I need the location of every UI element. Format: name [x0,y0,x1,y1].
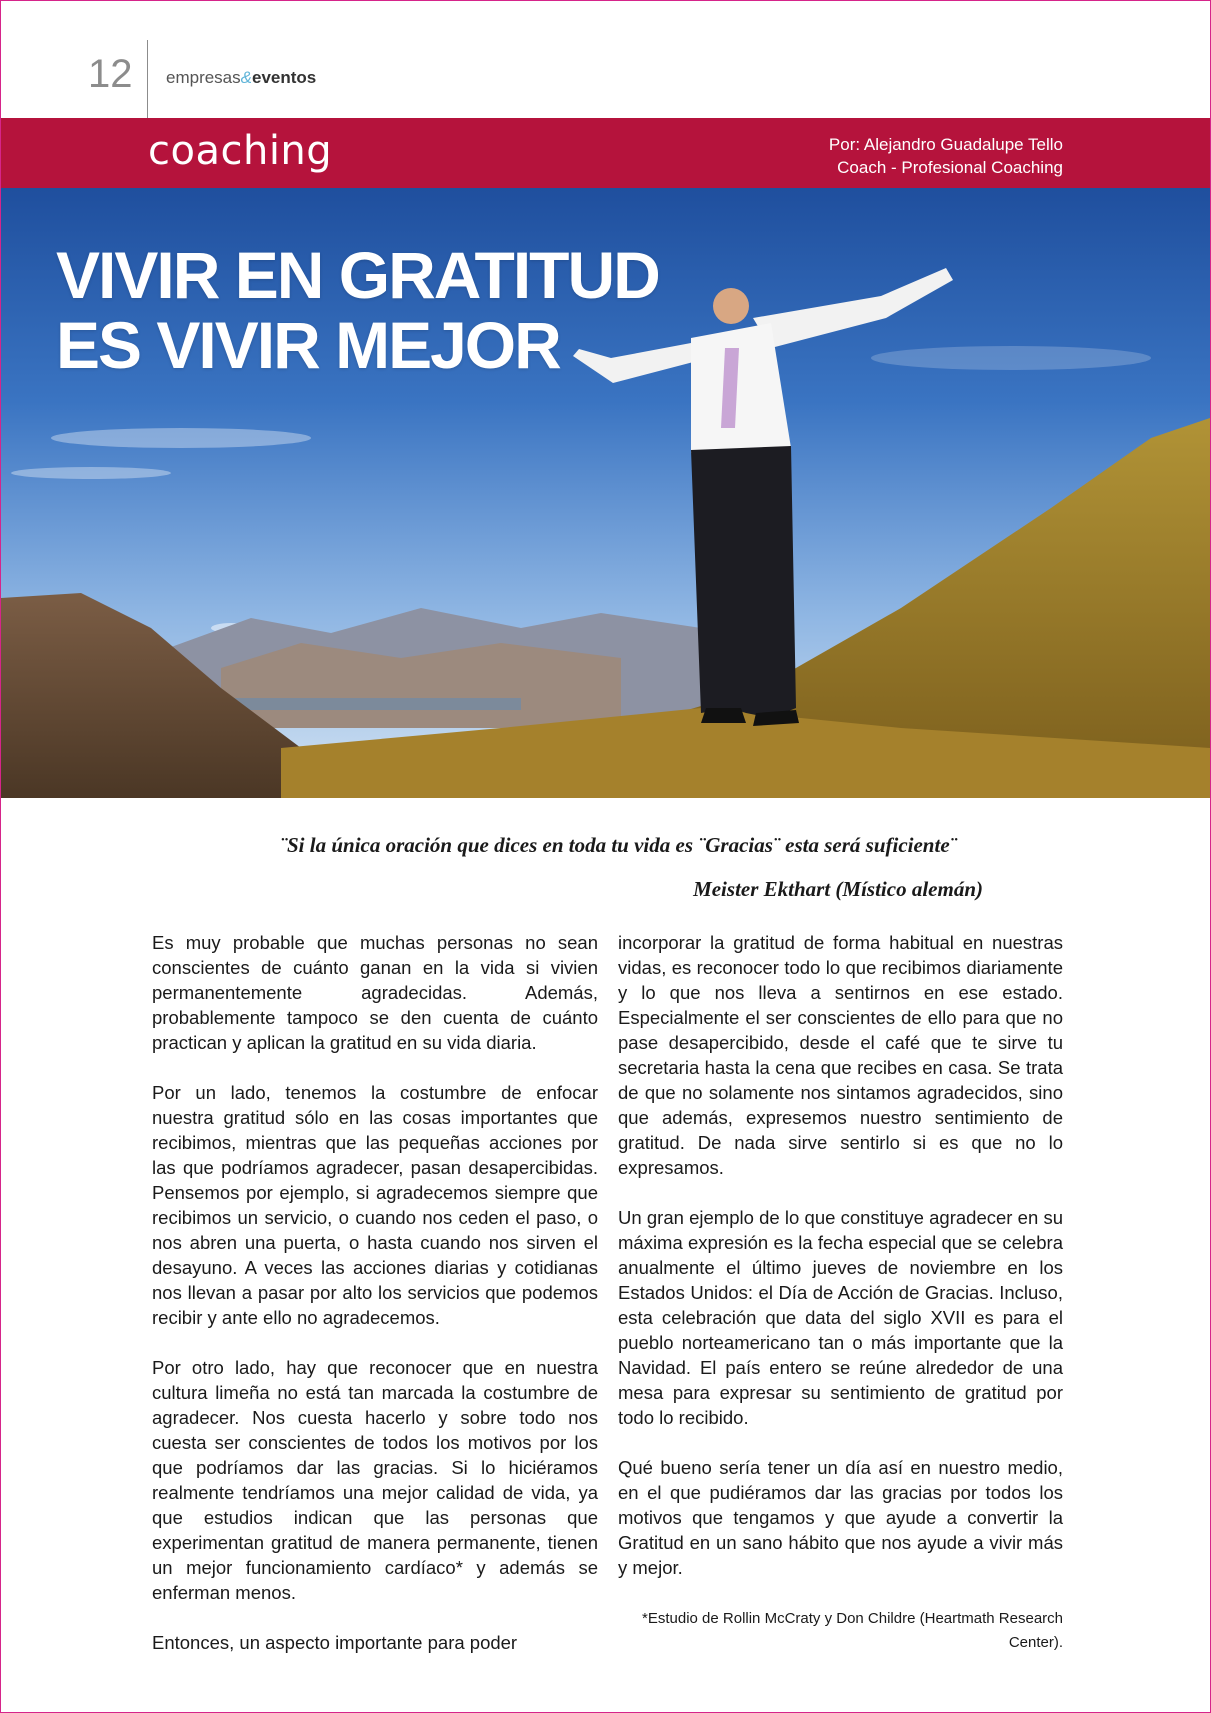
section-name: coaching [148,128,333,174]
paragraph: Por otro lado, hay que reconocer que en nuestra cultura limeña no está tan marcada la costumbre de agradecer. Nos cuesta hacerlo y sobre todo nos cuesta ser conscientes de todos los motivos por los que podríamos dar las gracias. Si lo hiciéramos realmente tendríamos una mejor calidad de vida, ya que estudios indican que las personas que experimentan gratitud de manera permanente, tienen un mejor funcionamiento cardíaco* y además se enferman menos. [152,1357,598,1603]
brand-part2: eventos [251,68,317,87]
article-title-line2: ES VIVIR MEJOR [56,308,560,382]
byline-author: Por: Alejandro Guadalupe Tello [828,135,1063,154]
epigraph-quote: ¨Si la única oración que dices en toda tu vida es ¨Gracias¨ esta será suficiente¨ [280,833,957,857]
paragraph: Por un lado, tenemos la costumbre de enfocar nuestra gratitud sólo en las cosas importantes que recibimos, mientras que las pequeñas acciones por las que podríamos agradecer, pasan desapercibidas. Pensemos por ejemplo, si agradecemos siempre que recibimos un servicio, o cuando nos ceden el paso, o nos abren una puerta, o hasta cuando nos sirven el desayuno. A veces las acciones diarias y cotidianas nos llevan a pasar por alto los servicios que podemos recibir y ante ello no agradecemos. [152,1082,598,1328]
footnote [623,1607,1063,1655]
article-title-line1: VIVIR EN GRATITUD [56,238,659,312]
body-column-right [618,930,1063,1605]
paragraph: incorporar la gratitud de forma habitual en nuestras vidas, es reconocer todo lo que recibimos diariamente y lo que nos lleva a sentirnos en ese estado. Especialmente el ser conscientes de ello para que no pase desapercibido, desde el café que te sirve tu secretaria hasta la cena que recibes en casa. Se trata de que no solamente nos sintamos agradecidos, sino que además, expresemos nuestro sentimiento de gratitud. De nada sirve sentirlo si es que no lo expresamos. [618,932,1063,1178]
paragraph: Es muy probable que muchas personas no sean conscientes de cuánto ganan en la vida si vivien permanentemente agradecidas. Además, probablemente tampoco se den cuenta de cuánto practican y aplican la gratitud en su vida diaria. [152,932,598,1053]
footnote-line1: *Estudio de Rollin McCraty y Don Childre (Heartmath Research [642,1610,1063,1627]
paragraph: Un gran ejemplo de lo que constituye agradecer en su máxima expresión es la fecha especial que se celebra anualmente el último jueves de noviembre en los Estados Unidos: el Día de Acción de Gracias. Incluso, esta celebración que data del siglo XVII es para el pueblo norteamericano tan o más importante que la Navidad. El país entero se reúne alrededor de una mesa para expresar su sentimiento de gratitud por todo lo recibido. [618,1207,1063,1428]
byline-role: Coach - Profesional Coaching [837,158,1063,177]
paragraph: Qué bueno sería tener un día así en nuestro medio, en el que pudiéramos dar las gracias por todos los motivos que tengamos y que ayude a convertir la Gratitud en un sano hábito que nos ayude a vivir más y mejor. [618,1457,1063,1578]
header-divider [147,40,148,118]
page-number: 12 [88,52,133,96]
brand-part1: empresas [166,68,241,87]
brand-ampersand: & [240,68,252,87]
byline [829,133,1063,179]
footnote-line2: Center). [1008,1634,1063,1651]
magazine-brand [166,68,316,88]
paragraph: Entonces, un aspecto importante para poder [152,1632,518,1653]
epigraph-author: Meister Ekthart (Místico alemán) [693,877,983,901]
article-title [56,240,659,380]
body-column-left [152,930,598,1680]
